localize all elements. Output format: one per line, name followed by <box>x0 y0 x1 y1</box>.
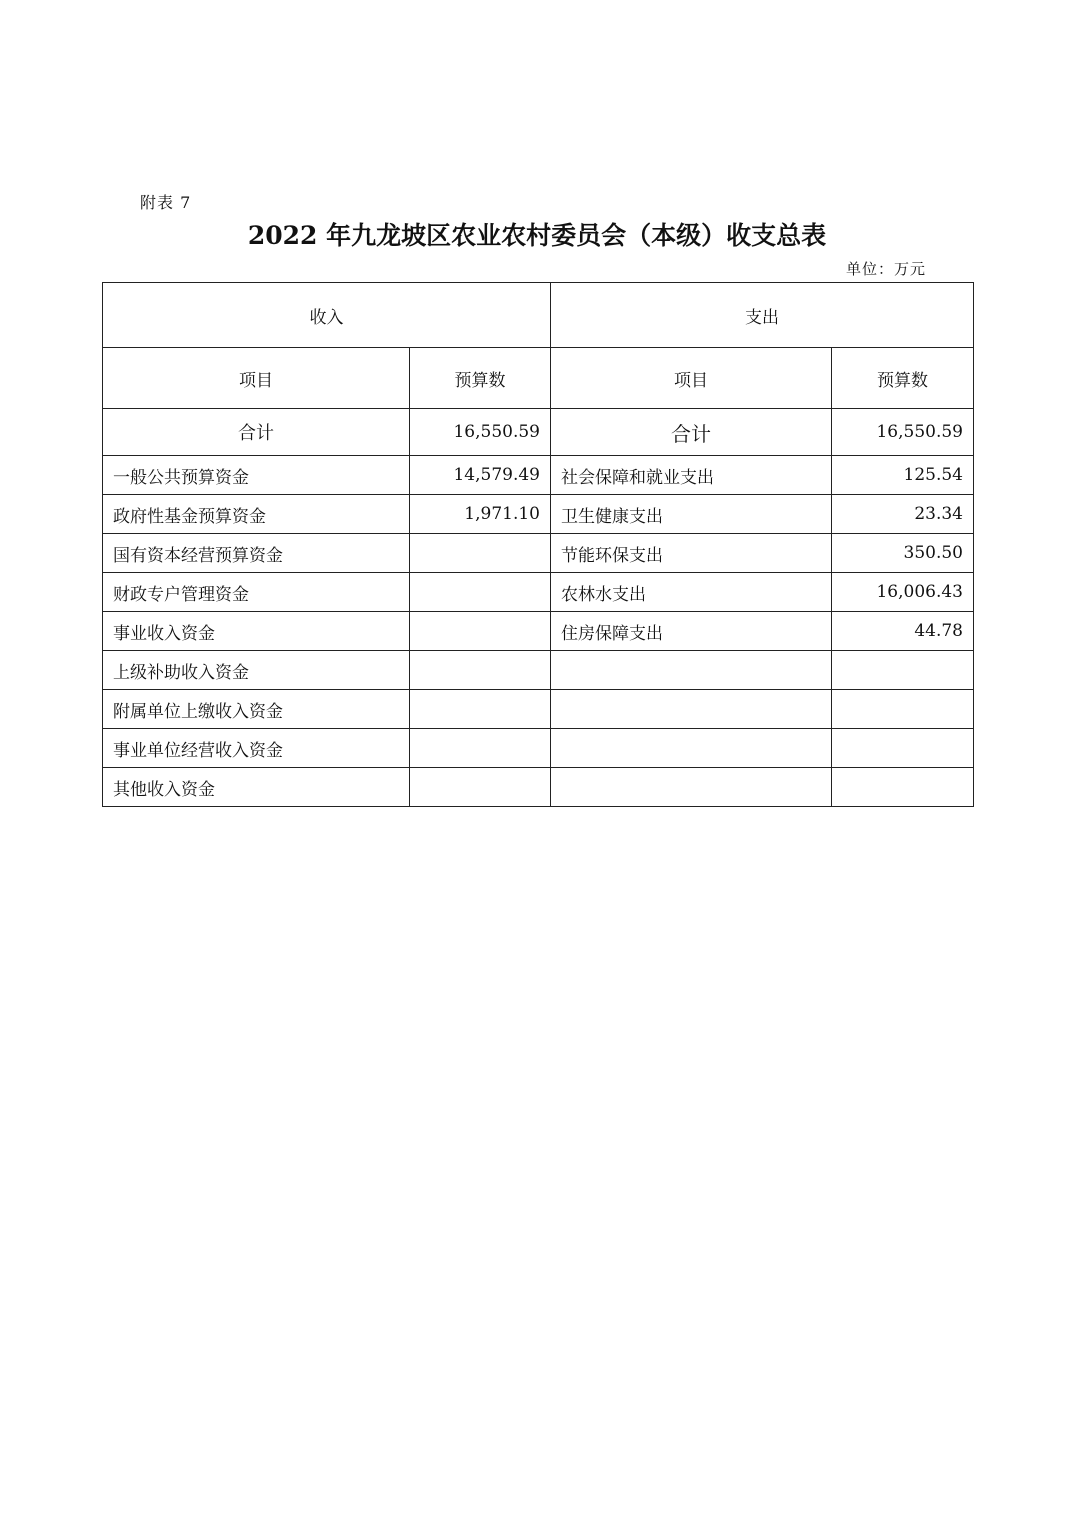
income-total-label: 合计 <box>103 409 410 456</box>
income-item-cell: 上级补助收入资金 <box>103 651 410 690</box>
expense-item-cell: 社会保障和就业支出 <box>551 456 832 495</box>
income-section-header: 收入 <box>103 283 551 348</box>
income-item-cell: 财政专户管理资金 <box>103 573 410 612</box>
expense-item-cell: 卫生健康支出 <box>551 495 832 534</box>
income-value-cell <box>410 729 551 768</box>
expense-value-cell: 16,006.43 <box>832 573 974 612</box>
income-value-cell <box>410 651 551 690</box>
table-row <box>103 456 974 495</box>
expense-item-cell: 住房保障支出 <box>551 612 832 651</box>
expense-budget-header: 预算数 <box>832 348 974 409</box>
budget-summary-table <box>102 282 974 807</box>
expense-value-cell: 44.78 <box>832 612 974 651</box>
expense-value-cell: 350.50 <box>832 534 974 573</box>
income-item-cell: 国有资本经营预算资金 <box>103 534 410 573</box>
expense-item-header: 项目 <box>551 348 832 409</box>
expense-value-cell <box>832 729 974 768</box>
income-value-cell: 14,579.49 <box>410 456 551 495</box>
income-item-cell: 事业收入资金 <box>103 612 410 651</box>
income-budget-header: 预算数 <box>410 348 551 409</box>
income-total-value: 16,550.59 <box>410 409 551 456</box>
expense-item-cell <box>551 768 832 807</box>
attachment-label: 附表 7 <box>140 193 192 212</box>
expense-section-header: 支出 <box>551 283 974 348</box>
table-row <box>103 534 974 573</box>
expense-value-cell <box>832 690 974 729</box>
expense-value-cell <box>832 651 974 690</box>
expense-total-label: 合计 <box>551 409 832 456</box>
expense-item-cell <box>551 729 832 768</box>
page-title: 2022 年九龙坡区农业农村委员会（本级）收支总表 <box>247 221 827 250</box>
section-header-row <box>103 283 974 348</box>
expense-value-cell: 23.34 <box>832 495 974 534</box>
expense-value-cell <box>832 768 974 807</box>
income-value-cell: 1,971.10 <box>410 495 551 534</box>
expense-value-cell: 125.54 <box>832 456 974 495</box>
income-value-cell <box>410 612 551 651</box>
income-item-cell: 附属单位上缴收入资金 <box>103 690 410 729</box>
expense-item-cell: 节能环保支出 <box>551 534 832 573</box>
total-row <box>103 409 974 456</box>
table-row <box>103 768 974 807</box>
expense-total-value: 16,550.59 <box>832 409 974 456</box>
table-row <box>103 729 974 768</box>
income-item-header: 项目 <box>103 348 410 409</box>
expense-item-cell <box>551 651 832 690</box>
column-header-row <box>103 348 974 409</box>
expense-item-cell <box>551 690 832 729</box>
table-row <box>103 612 974 651</box>
income-value-cell <box>410 573 551 612</box>
expense-item-cell: 农林水支出 <box>551 573 832 612</box>
table-row <box>103 573 974 612</box>
income-value-cell <box>410 690 551 729</box>
table-row <box>103 651 974 690</box>
income-item-cell: 一般公共预算资金 <box>103 456 410 495</box>
income-item-cell: 其他收入资金 <box>103 768 410 807</box>
income-item-cell: 政府性基金预算资金 <box>103 495 410 534</box>
income-item-cell: 事业单位经营收入资金 <box>103 729 410 768</box>
table-row <box>103 495 974 534</box>
income-value-cell <box>410 534 551 573</box>
unit-label: 单位：万元 <box>846 260 927 278</box>
income-value-cell <box>410 768 551 807</box>
table-row <box>103 690 974 729</box>
